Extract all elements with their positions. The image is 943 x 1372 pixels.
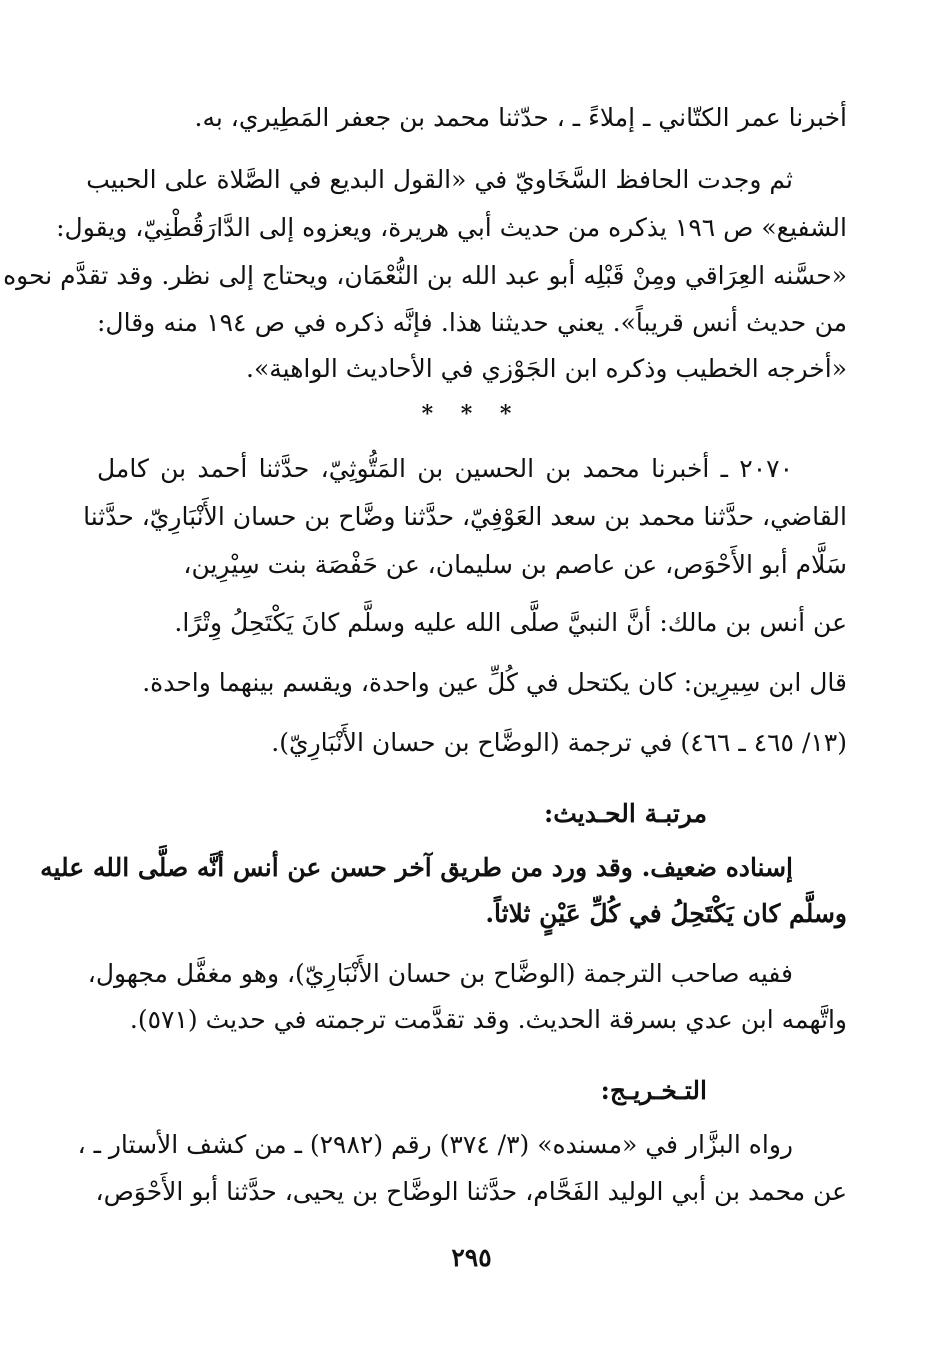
text-line: «أخرجه الخطيب وذكره ابن الجَوْزي في الأحاديث الواهية». — [246, 354, 847, 383]
text-line-intro: أخبرنا عمر الكتّاني ـ إملاءً ـ ، حدّثنا محمد بن جعفر المَطِيري، به. — [194, 103, 847, 132]
hadith-line: ٢٠٧٠ ـ أخبرنا محمد بن الحسين بن المَتُّوثِيّ، حدَّثنا أحمد بن كامل — [97, 454, 793, 483]
grading-line: وسلَّم كان يَكْتَحِلُ في كُلِّ عَيْنٍ ثلاثاً. — [485, 899, 847, 928]
text-line: ثم وجدت الحافظ السَّخَاويّ في «القول البديع في الصَّلاة على الحبيب — [86, 165, 793, 194]
section-heading-takhrij: التـخـريـج: — [600, 1076, 707, 1105]
grading-line: إسناده ضعيف. وقد ورد من طريق آخر حسن عن أنس أنَّه صلَّى الله عليه — [40, 853, 793, 882]
grading-line: ففيه صاحب الترجمة (الوضَّاح بن حسان الأَنْبَارِيّ)، وهو مغفَّل مجهول، — [87, 959, 793, 988]
takhrij-line: رواه البزَّار في «مسنده» (٣/ ٣٧٤) رقم (٢٩٨٢) ـ من كشف الأستار ـ ، — [77, 1130, 793, 1159]
hadith-line: (١٣/ ٤٦٥ ـ ٤٦٦) في ترجمة (الوضَّاح بن حسان الأَنْبَارِيّ). — [271, 728, 847, 757]
hadith-line: عن أنس بن مالك: أنَّ النبيَّ صلَّى الله عليه وسلَّم كانَ يَكْتَحِلُ وِتْرًا. — [174, 608, 847, 637]
takhrij-line: عن محمد بن أبي الوليد الفَحَّام، حدَّثنا الوضَّاح بن يحيى، حدَّثنا أبو الأَحْوَص، — [95, 1177, 847, 1206]
page-number: ٢٩٥ — [451, 1243, 492, 1272]
section-separator: * * * — [421, 401, 522, 427]
hadith-line: قال ابن سِيرِين: كان يكتحل في كُلِّ عين واحدة، ويقسم بينهما واحدة. — [142, 668, 847, 697]
text-line: الشفيع» ص ١٩٦ يذكره من حديث أبي هريرة، ويعزوه إلى الدَّارَقُطْنِيّ، ويقول: — [56, 213, 847, 242]
hadith-line: سَلَّام أبو الأَحْوَص، عن عاصم بن سليمان، عن حَفْصَة بنت سِيْرِين، — [183, 550, 847, 579]
text-line: من حديث أنس قريباً». يعني حديثنا هذا. فإنَّه ذكره في ص ١٩٤ منه وقال: — [97, 308, 847, 337]
hadith-line: القاضي، حدَّثنا محمد بن سعد العَوْفِيّ، حدَّثنا وضَّاح بن حسان الأَنْبَارِيّ، حدَّثنا — [83, 502, 847, 531]
text-line: «حسَّنه العِرَاقي ومِنْ قَبْلِه أبو عبد الله بن النُّعْمَان، ويحتاج إلى نظر. وقد تقدَّم نحوه — [3, 261, 847, 290]
section-heading-grading: مرتبـة الحـديث: — [543, 799, 707, 828]
grading-line: واتَّهمه ابن عدي بسرقة الحديث. وقد تقدَّمت ترجمته في حديث (٥٧١). — [129, 1005, 847, 1034]
